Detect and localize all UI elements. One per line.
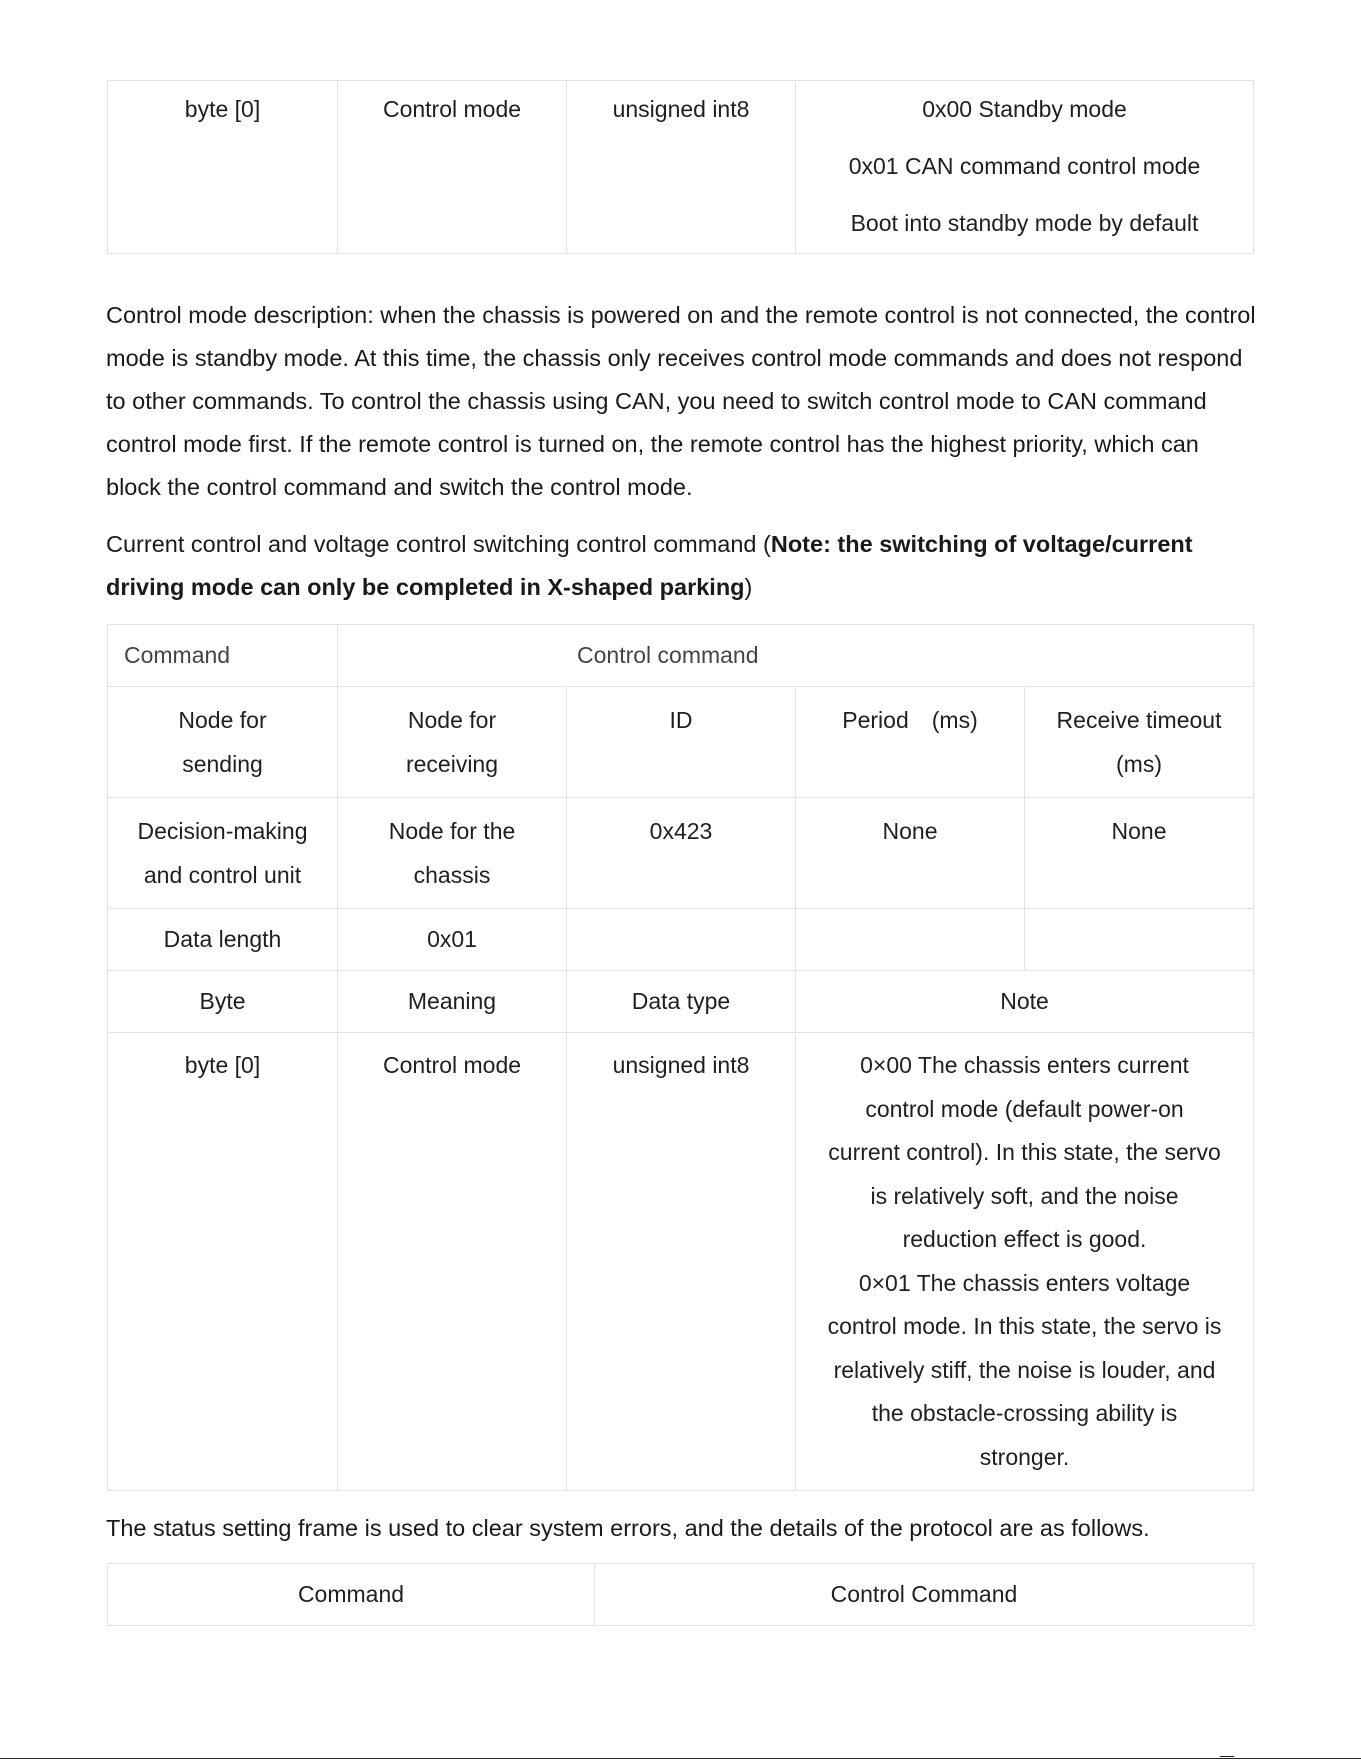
note-line: relatively stiff, the noise is louder, and <box>833 1356 1216 1383</box>
table-row <box>108 625 1254 687</box>
header-period: Period (ms) <box>796 687 1025 798</box>
header-sending <box>108 687 338 798</box>
page-corner-mark <box>1220 1756 1234 1757</box>
type-cell: unsigned int8 <box>567 1033 796 1491</box>
control-mode-description: Control mode description: when the chassis is powered on and the remote control is not connected, the control mode is standby mode. At this time, the chassis only receives control mode commands and does not respond to other commands. To control the chassis using CAN, you need to switch control mode to CAN command control mode first. If the remote control is turned on, the remote control has the highest priority, which can block the control command and switch the control mode. <box>106 302 1256 500</box>
meaning-cell: Control mode <box>338 1033 567 1491</box>
table-row <box>108 798 1254 909</box>
col-header-byte: Byte <box>108 971 338 1033</box>
command-value: Control command <box>338 625 1254 687</box>
note-line: 0x01 CAN command control mode <box>848 153 1201 179</box>
status-setting-table <box>107 1563 1254 1626</box>
table-row <box>108 971 1254 1033</box>
note-line: current control). In this state, the servo <box>828 1139 1221 1165</box>
header-line: sending <box>182 751 263 777</box>
cell-line: Node for the <box>388 818 516 844</box>
header-receiving <box>338 687 567 798</box>
note-line: Boot into standby mode by default <box>850 210 1199 236</box>
cell-line: chassis <box>413 862 491 888</box>
note-line: control mode. In this state, the servo is <box>827 1313 1222 1339</box>
switching-command-table <box>107 624 1254 1491</box>
empty-cell <box>567 909 796 971</box>
header-line: receiving <box>405 751 499 777</box>
note-line: is relatively soft, and the noise <box>870 1182 1179 1209</box>
note-line: the obstacle-crossing ability is <box>871 1400 1178 1426</box>
col-header-meaning: Meaning <box>338 971 567 1033</box>
note-line: control mode (default power-on <box>865 1095 1184 1122</box>
id-cell: 0x423 <box>567 798 796 909</box>
cell-line: Decision-making <box>137 818 308 844</box>
header-timeout <box>1025 687 1254 798</box>
byte-cell: byte [0] <box>108 81 338 254</box>
footer-rule <box>0 1758 1361 1759</box>
empty-cell <box>1025 909 1254 971</box>
note-cell <box>796 81 1254 254</box>
meaning-cell: Control mode <box>338 81 567 254</box>
note-cell <box>796 1033 1254 1491</box>
receiving-node-cell <box>338 798 567 909</box>
byte-cell: byte [0] <box>108 1033 338 1491</box>
col-header-type: Data type <box>567 971 796 1033</box>
data-length-label: Data length <box>108 909 338 971</box>
note-line: 0×01 The chassis enters voltage <box>858 1269 1191 1296</box>
empty-cell <box>796 909 1025 971</box>
table-row <box>108 81 1254 254</box>
type-cell: unsigned int8 <box>567 81 796 254</box>
table-row <box>108 1564 1254 1626</box>
data-length-value: 0x01 <box>338 909 567 971</box>
command-label: Command <box>108 625 338 687</box>
note-line: 0×00 The chassis enters current <box>860 1052 1189 1078</box>
header-line: (ms) <box>1116 751 1162 777</box>
intro-text: Current control and voltage control switching control command ( <box>106 531 771 557</box>
note-line: reduction effect is good. <box>902 1226 1147 1252</box>
header-line: Node for <box>407 707 497 733</box>
sending-node-cell <box>108 798 338 909</box>
intro-note-bold: Note: the switching of voltage/current driving mode can only be completed in X-shaped parking <box>106 531 1193 600</box>
status-frame-intro: The status setting frame is used to clear system errors, and the details of the protocol are as follows. <box>106 1515 1150 1541</box>
control-mode-table-top <box>107 80 1254 254</box>
intro-close: ) <box>744 574 753 600</box>
timeout-cell: None <box>1025 798 1254 909</box>
cell-line: and control unit <box>143 862 302 888</box>
command-value: Control Command <box>595 1564 1254 1626</box>
table-row <box>108 909 1254 971</box>
header-line: Node for <box>178 707 267 733</box>
table-row <box>108 1033 1254 1491</box>
switching-command-intro <box>106 523 1256 609</box>
period-cell: None <box>796 798 1025 909</box>
col-header-note: Note <box>796 971 1254 1033</box>
header-id: ID <box>567 687 796 798</box>
command-label: Command <box>108 1564 595 1626</box>
header-line: Receive timeout <box>1056 707 1222 733</box>
table-row <box>108 687 1254 798</box>
note-line: 0x00 Standby mode <box>922 96 1127 122</box>
note-line: stronger. <box>979 1443 1070 1470</box>
